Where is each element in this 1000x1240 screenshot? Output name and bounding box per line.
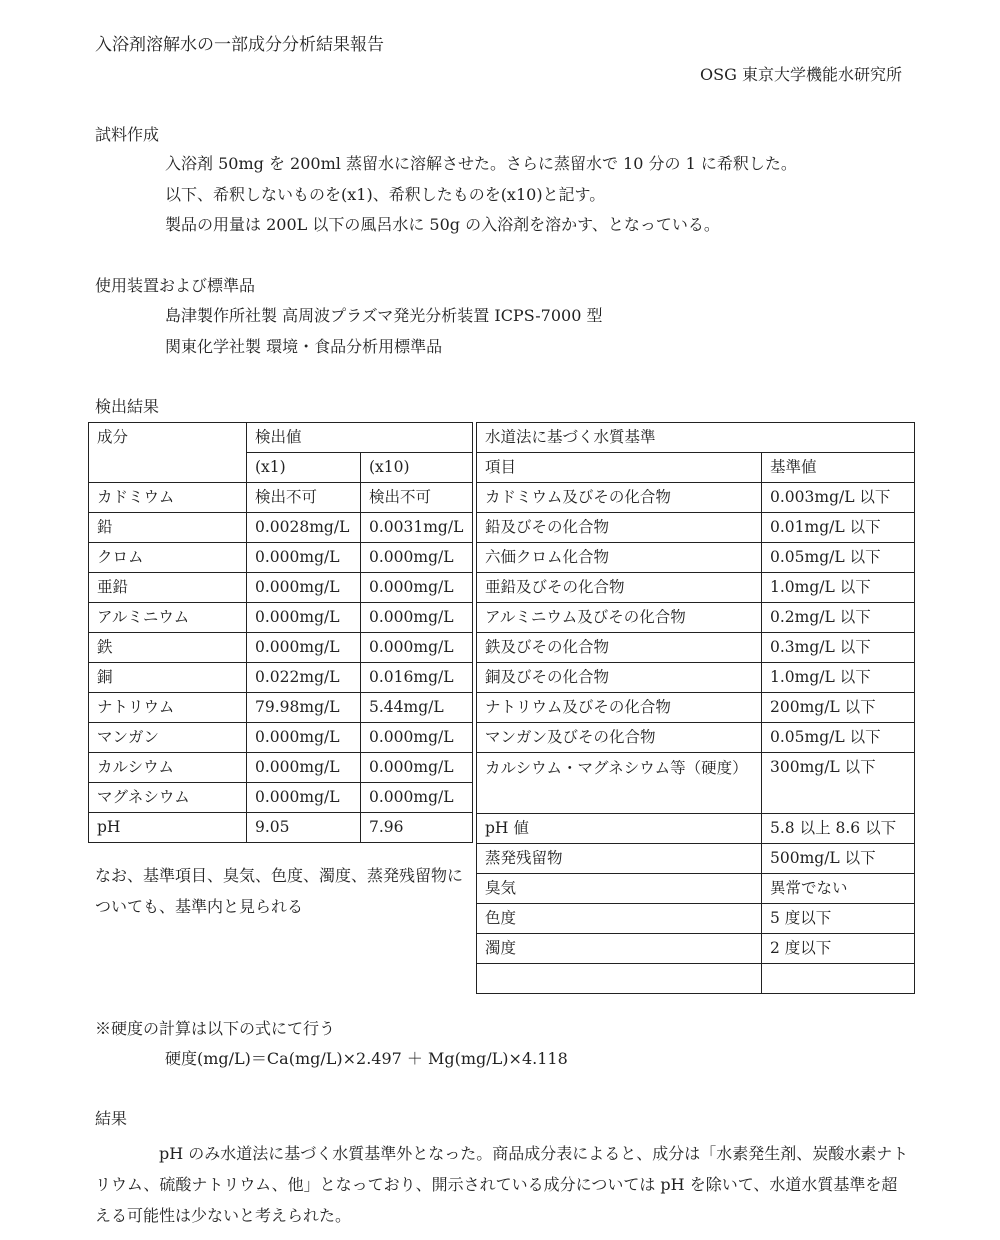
x1-cell: 0.000mg/L [247, 753, 361, 783]
standard-value-cell: 200mg/L 以下 [762, 693, 915, 723]
table-row [89, 483, 473, 513]
header-detected: 検出値 [247, 423, 473, 453]
standard-value-cell: 0.01mg/L 以下 [762, 513, 915, 543]
result-body [95, 1138, 910, 1231]
component-cell: pH [89, 813, 247, 843]
x1-cell: 0.000mg/L [247, 723, 361, 753]
hardness-note: ※硬度の計算は以下の式にて行う [95, 1019, 336, 1038]
table-row [477, 723, 915, 753]
component-cell: 銅 [89, 663, 247, 693]
document-title: 入浴剤溶解水の一部成分分析結果報告 [95, 35, 384, 55]
item-cell: pH 値 [477, 814, 762, 844]
table-row [89, 663, 473, 693]
table-row [477, 874, 915, 904]
item-cell: 六価クロム化合物 [477, 543, 762, 573]
hardness-formula: 硬度(mg/L)＝Ca(mg/L)×2.497 ＋ Mg(mg/L)×4.118 [165, 1049, 568, 1068]
x1-cell: 0.000mg/L [247, 603, 361, 633]
standard-value-cell [762, 964, 915, 994]
equipment-line-2: 関東化学社製 環境・食品分析用標準品 [165, 337, 443, 356]
table-row [89, 573, 473, 603]
x1-cell: 0.000mg/L [247, 633, 361, 663]
standard-value-cell: 5 度以下 [762, 904, 915, 934]
detection-results-table [88, 422, 473, 843]
component-cell: マンガン [89, 723, 247, 753]
standard-value-cell: 1.0mg/L 以下 [762, 663, 915, 693]
sample-heading: 試料作成 [95, 125, 160, 144]
table-row [477, 964, 915, 994]
standard-value-cell: 2 度以下 [762, 934, 915, 964]
component-cell: 鉄 [89, 633, 247, 663]
x10-cell: 0.016mg/L [361, 663, 473, 693]
component-cell: カドミウム [89, 483, 247, 513]
equipment-heading: 使用装置および標準品 [95, 276, 256, 295]
x10-cell: 0.000mg/L [361, 723, 473, 753]
standard-value-cell: 1.0mg/L 以下 [762, 573, 915, 603]
table-row [477, 844, 915, 874]
sample-line-1: 入浴剤 50mg を 200ml 蒸留水に溶解させた。さらに蒸留水で 10 分の 1 に希釈した。 [165, 154, 797, 173]
table-row [89, 783, 473, 813]
water-standard-table [476, 422, 915, 994]
x1-cell: 9.05 [247, 813, 361, 843]
sample-line-2: 以下、希釈しないものを(x1)、希釈したものを(x10)と記す。 [165, 185, 606, 204]
x10-cell: 検出不可 [361, 483, 473, 513]
table-row [89, 543, 473, 573]
x10-cell: 0.000mg/L [361, 783, 473, 813]
x10-cell: 5.44mg/L [361, 693, 473, 723]
component-cell: 鉛 [89, 513, 247, 543]
component-cell: カルシウム [89, 753, 247, 783]
item-cell: ナトリウム及びその化合物 [477, 693, 762, 723]
item-cell: 臭気 [477, 874, 762, 904]
table-row [477, 753, 915, 814]
table-row [89, 753, 473, 783]
x1-cell: 0.0028mg/L [247, 513, 361, 543]
header-standard: 水道法に基づく水質基準 [477, 423, 915, 453]
item-cell: マンガン及びその化合物 [477, 723, 762, 753]
standard-value-cell: 500mg/L 以下 [762, 844, 915, 874]
standard-value-cell: 0.2mg/L 以下 [762, 603, 915, 633]
item-cell: 色度 [477, 904, 762, 934]
result-text: pH のみ水道法に基づく水質基準外となった。商品成分表によると、成分は「水素発生剤、炭酸水素ナトリウム、硫酸ナトリウム、他」となっており、開示されている成分については pH を除いて、水道水質基準を超える可能性は少ないと考えられた。 [95, 1144, 909, 1225]
header-value: 基準値 [762, 453, 915, 483]
item-cell: アルミニウム及びその化合物 [477, 603, 762, 633]
item-cell: 蒸発残留物 [477, 844, 762, 874]
header-x1: (x1) [247, 453, 361, 483]
item-cell: 銅及びその化合物 [477, 663, 762, 693]
x1-cell: 79.98mg/L [247, 693, 361, 723]
table-row [477, 603, 915, 633]
x1-cell: 0.000mg/L [247, 573, 361, 603]
table-row [477, 513, 915, 543]
component-cell: ナトリウム [89, 693, 247, 723]
table-row [89, 603, 473, 633]
table-row [477, 573, 915, 603]
table-row [477, 904, 915, 934]
standard-value-cell: 300mg/L 以下 [762, 753, 915, 814]
detection-heading: 検出結果 [95, 397, 160, 416]
item-cell: カルシウム・マグネシウム等（硬度） [477, 753, 762, 814]
supplementary-note: なお、基準項目、臭気、色度、濁度、蒸発残留物についても、基準内と見られる [95, 866, 464, 916]
table-row [89, 513, 473, 543]
table-row [477, 543, 915, 573]
equipment-line-1: 島津製作所社製 高周波プラズマ発光分析装置 ICPS-7000 型 [165, 306, 603, 325]
table-row [477, 693, 915, 723]
component-cell: マグネシウム [89, 783, 247, 813]
x1-cell: 検出不可 [247, 483, 361, 513]
item-cell: 濁度 [477, 934, 762, 964]
sample-line-3: 製品の用量は 200L 以下の風呂水に 50g の入浴剤を溶かす、となっている。 [165, 215, 720, 234]
component-cell: クロム [89, 543, 247, 573]
table-row [89, 723, 473, 753]
table-row [477, 814, 915, 844]
x1-cell: 0.022mg/L [247, 663, 361, 693]
header-x10: (x10) [361, 453, 473, 483]
result-heading: 結果 [95, 1109, 128, 1128]
table-row [89, 633, 473, 663]
component-cell: アルミニウム [89, 603, 247, 633]
table-row [477, 483, 915, 513]
x10-cell: 0.000mg/L [361, 573, 473, 603]
table-row [477, 663, 915, 693]
header-component: 成分 [89, 423, 247, 483]
x10-cell: 7.96 [361, 813, 473, 843]
header-item: 項目 [477, 453, 762, 483]
x10-cell: 0.000mg/L [361, 753, 473, 783]
item-cell: 亜鉛及びその化合物 [477, 573, 762, 603]
component-cell: 亜鉛 [89, 573, 247, 603]
standard-value-cell: 0.05mg/L 以下 [762, 543, 915, 573]
x1-cell: 0.000mg/L [247, 783, 361, 813]
standard-value-cell: 0.003mg/L 以下 [762, 483, 915, 513]
standard-value-cell: 5.8 以上 8.6 以下 [762, 814, 915, 844]
item-cell: カドミウム及びその化合物 [477, 483, 762, 513]
table-row [89, 813, 473, 843]
x1-cell: 0.000mg/L [247, 543, 361, 573]
x10-cell: 0.000mg/L [361, 633, 473, 663]
standard-value-cell: 異常でない [762, 874, 915, 904]
standard-value-cell: 0.05mg/L 以下 [762, 723, 915, 753]
item-cell: 鉛及びその化合物 [477, 513, 762, 543]
standard-value-cell: 0.3mg/L 以下 [762, 633, 915, 663]
x10-cell: 0.0031mg/L [361, 513, 473, 543]
x10-cell: 0.000mg/L [361, 543, 473, 573]
x10-cell: 0.000mg/L [361, 603, 473, 633]
item-cell: 鉄及びその化合物 [477, 633, 762, 663]
table-row [89, 693, 473, 723]
table-row [477, 934, 915, 964]
item-cell [477, 964, 762, 994]
organization-name: OSG 東京大学機能水研究所 [700, 65, 902, 84]
table-row [477, 633, 915, 663]
